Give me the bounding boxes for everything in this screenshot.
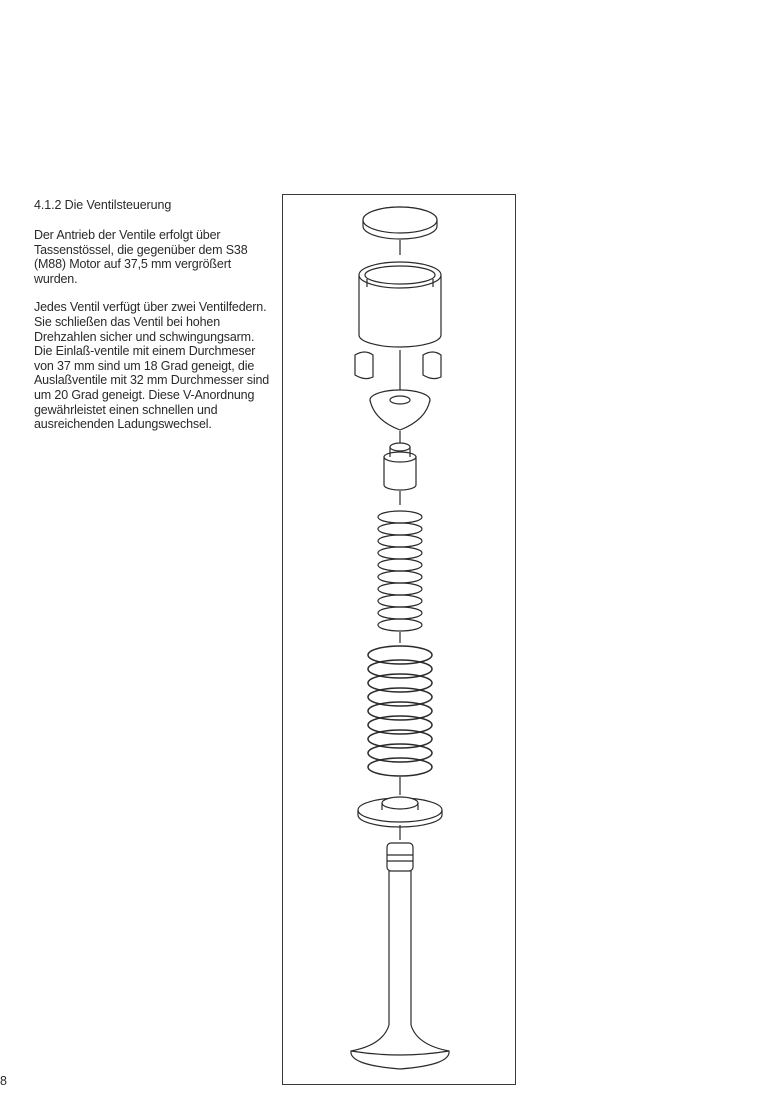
- valve-stem-seal: [384, 443, 416, 490]
- valve-train-figure: [282, 194, 516, 1085]
- outer-valve-spring: [368, 646, 432, 776]
- section-heading: 4.1.2 Die Ventilsteuerung: [34, 198, 172, 212]
- bucket-tappet: [359, 262, 441, 347]
- paragraph-tappets: Der Antrieb der Ventile erfolgt über Tassenstössel, die gegenüber dem S38 (M88) Motor auf 37,5 mm vergrößert wurden.: [34, 228, 248, 286]
- valve: [351, 843, 449, 1069]
- shim-disc: [363, 207, 437, 239]
- upper-spring-retainer: [370, 390, 430, 430]
- text-column: [34, 198, 274, 446]
- inner-valve-spring: [378, 511, 422, 631]
- valve-keepers: [355, 352, 441, 379]
- lower-spring-seat: [358, 797, 442, 827]
- paragraph-valve-springs: Jedes Ventil verfügt über zwei Ventilfedern. Sie schließen das Ventil bei hohen Drehzahlen sicher und schwingungsarm. Die Einlaß-ventile mit einem Durchmeser von 37 mm sind um 18 Grad geneigt, die Auslaßventile mit 32 mm Durchmesser sind um 20 Grad geneigt. Diese V-Anordnung gewährleistet einen schnellen und ausreichenden Ladungswechsel.: [34, 300, 270, 432]
- valve-assembly-illustration: [283, 195, 515, 1084]
- page-number: 8: [0, 1074, 7, 1088]
